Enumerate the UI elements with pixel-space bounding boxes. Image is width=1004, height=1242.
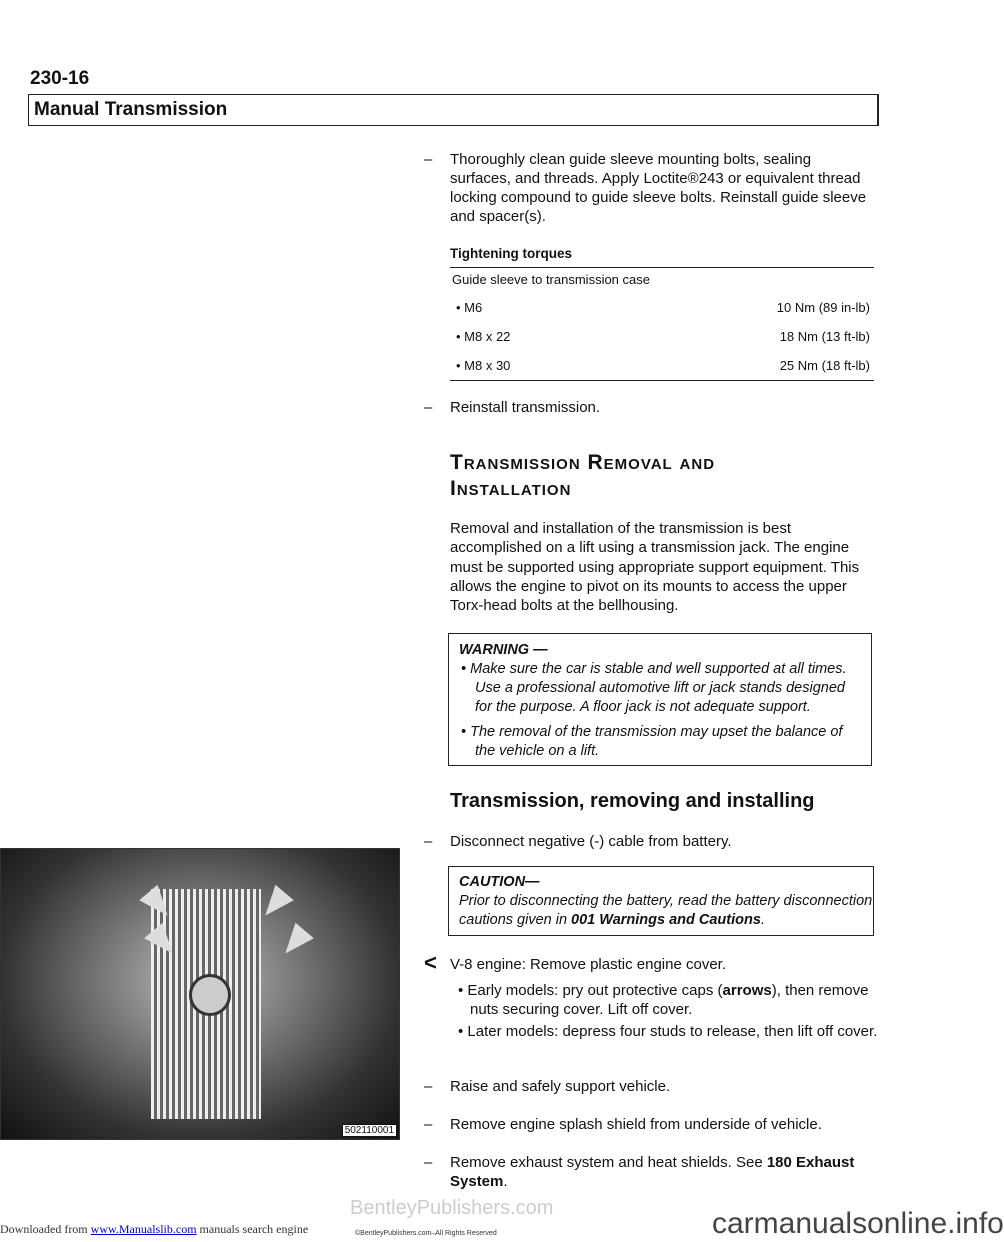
bullet-later: • Later models: depress four studs to release, then lift off cover. — [458, 1023, 878, 1040]
subsection-heading: Transmission, removing and installing — [450, 790, 815, 812]
download-footer: Downloaded from www.Manualslib.com manuals search engine — [0, 1222, 309, 1236]
photo-code: 502110001 — [342, 1124, 397, 1137]
intro-paragraph: Removal and installation of the transmission is best accomplished on a lift using a transmission jack. The engine must be supported using appropriate support equipment. This allows the engine to pivot on its mounts to access the upper Torx-head bolts at the bellhousing. — [450, 520, 860, 615]
torque-table: Tightening torques Guide sleeve to transmission case • M6 10 Nm (89 in-lb) • M8 x 22 18 Nm (13 ft-lb) • M8 x 30 25 Nm (18 ft-lb) — [450, 246, 874, 381]
step-raise: – Raise and safely support vehicle. — [424, 1078, 671, 1095]
table-row: • M6 10 Nm (89 in-lb) — [456, 300, 870, 315]
warning-box: WARNING — • Make sure the car is stable and well supported at all times. Use a professional automotive lift or jack stands designed for the purpose. A floor jack is not adequate support. • The removal of the transmission may upset the balance of the vehicle on a lift. — [448, 633, 872, 766]
arrow-icon — [276, 923, 314, 961]
step-clean-bolts: – Thoroughly clean guide sleeve mounting bolts, sealing surfaces, and threads. Apply Loctite®243 or equivalent thread locking compound to guide sleeve bolts. Reinstall guide sleeve and spacer(s). — [424, 151, 867, 225]
pointer-icon: < — [424, 950, 437, 975]
arrow-icon — [256, 885, 294, 923]
step-splash-shield: – Remove engine splash shield from underside of vehicle. — [424, 1116, 822, 1133]
manualslib-link[interactable]: www.Manualslib.com — [90, 1222, 197, 1236]
page-number: 230-16 — [30, 68, 90, 89]
bentley-watermark: BentleyPublishers.com — [350, 1197, 554, 1219]
v8-step: V-8 engine: Remove plastic engine cover. — [450, 956, 726, 973]
engine-photo — [0, 848, 400, 1140]
section-heading: Transmission Removal and Installation — [450, 451, 716, 500]
caution-box: CAUTION— Prior to disconnecting the battery, read the battery disconnection cautions given in 001 Warnings and Cautions. — [448, 866, 874, 936]
copyright: ©BentleyPublishers.com–All Rights Reserved — [355, 1230, 497, 1237]
bmw-logo — [189, 974, 231, 1016]
step-battery: – Disconnect negative (-) cable from battery. — [424, 833, 732, 850]
step-exhaust: – Remove exhaust system and heat shields. See 180 Exhaust System. — [424, 1154, 855, 1190]
step-reinstall: – Reinstall transmission. — [424, 399, 601, 416]
table-row: • M8 x 22 18 Nm (13 ft-lb) — [456, 329, 870, 344]
table-row: • M8 x 30 25 Nm (18 ft-lb) — [450, 351, 874, 381]
bullet-early: • Early models: pry out protective caps (arrows), then remove nuts securing cover. Lift off cover. — [458, 982, 869, 1018]
site-watermark: carmanualsonline.info — [712, 1207, 1004, 1240]
section-title: Manual Transmission — [34, 99, 228, 120]
